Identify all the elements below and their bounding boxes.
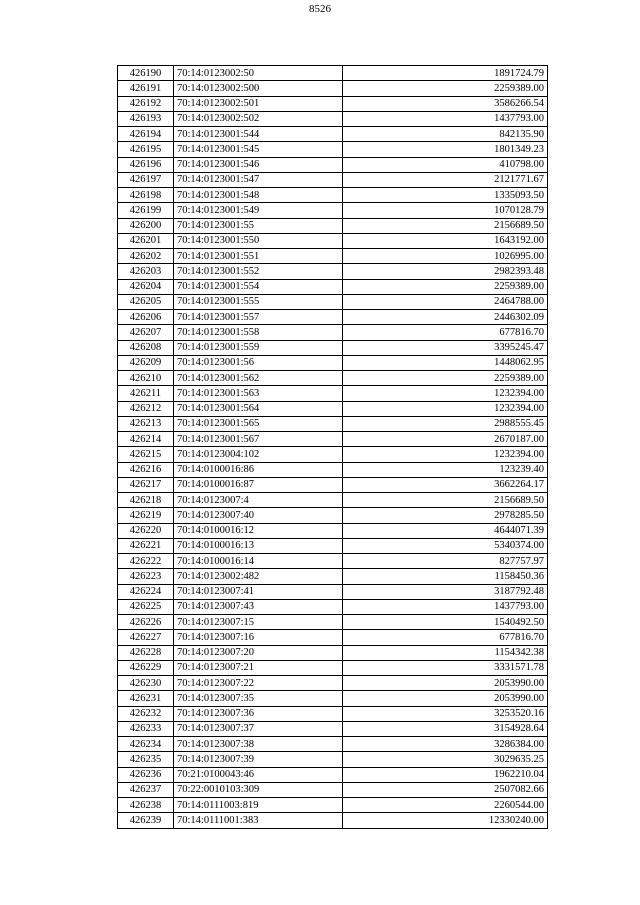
cadastral-number-cell: 70:14:0100016:12 xyxy=(174,523,343,538)
row-number-cell: 426221 xyxy=(118,538,174,553)
row-number-cell: 426238 xyxy=(118,798,174,813)
cadastral-number-cell: 70:14:0123001:549 xyxy=(174,203,343,218)
cadastral-value-cell: 3187792.48 xyxy=(343,584,548,599)
table-body xyxy=(118,66,548,829)
table-row xyxy=(118,310,548,325)
table-row xyxy=(118,493,548,508)
cadastral-number-cell: 70:14:0111001:383 xyxy=(174,813,343,828)
cadastral-number-cell: 70:14:0100016:13 xyxy=(174,538,343,553)
row-number-cell: 426223 xyxy=(118,569,174,584)
row-number-cell: 426204 xyxy=(118,279,174,294)
cadastral-number-cell: 70:14:0123001:555 xyxy=(174,294,343,309)
cadastral-number-cell: 70:14:0123002:50 xyxy=(174,66,343,81)
table-row xyxy=(118,630,548,645)
row-number-cell: 426233 xyxy=(118,721,174,736)
row-number-cell: 426237 xyxy=(118,782,174,797)
row-number-cell: 426195 xyxy=(118,142,174,157)
table-row xyxy=(118,66,548,81)
cadastral-number-cell: 70:14:0123001:545 xyxy=(174,142,343,157)
cadastral-number-cell: 70:14:0123001:558 xyxy=(174,325,343,340)
cadastral-value-cell: 1801349.23 xyxy=(343,142,548,157)
cadastral-value-cell: 1335093.50 xyxy=(343,188,548,203)
row-number-cell: 426235 xyxy=(118,752,174,767)
cadastral-number-cell: 70:14:0123007:43 xyxy=(174,599,343,614)
cadastral-number-cell: 70:14:0123007:40 xyxy=(174,508,343,523)
table-row xyxy=(118,294,548,309)
row-number-cell: 426229 xyxy=(118,660,174,675)
table-row xyxy=(118,157,548,172)
cadastral-number-cell: 70:14:0123001:559 xyxy=(174,340,343,355)
row-number-cell: 426203 xyxy=(118,264,174,279)
cadastral-value-cell: 1232394.00 xyxy=(343,447,548,462)
table-row xyxy=(118,538,548,553)
row-number-cell: 426190 xyxy=(118,66,174,81)
row-number-cell: 426215 xyxy=(118,447,174,462)
cadastral-number-cell: 70:14:0123001:557 xyxy=(174,310,343,325)
table-row xyxy=(118,340,548,355)
cadastral-number-cell: 70:14:0123001:55 xyxy=(174,218,343,233)
row-number-cell: 426222 xyxy=(118,554,174,569)
cadastral-number-cell: 70:14:0123007:21 xyxy=(174,660,343,675)
cadastral-number-cell: 70:14:0123007:16 xyxy=(174,630,343,645)
row-number-cell: 426230 xyxy=(118,676,174,691)
cadastral-number-cell: 70:14:0123007:35 xyxy=(174,691,343,706)
row-number-cell: 426234 xyxy=(118,737,174,752)
table-row xyxy=(118,523,548,538)
cadastral-value-cell: 842135.90 xyxy=(343,127,548,142)
table-row xyxy=(118,279,548,294)
cadastral-number-cell: 70:14:0123001:563 xyxy=(174,386,343,401)
cadastral-value-cell: 1026995.00 xyxy=(343,249,548,264)
row-number-cell: 426205 xyxy=(118,294,174,309)
row-number-cell: 426200 xyxy=(118,218,174,233)
row-number-cell: 426211 xyxy=(118,386,174,401)
cadastral-number-cell: 70:14:0123007:37 xyxy=(174,721,343,736)
row-number-cell: 426207 xyxy=(118,325,174,340)
cadastral-value-cell: 5340374.00 xyxy=(343,538,548,553)
table-row xyxy=(118,706,548,721)
cadastral-number-cell: 70:14:0123001:564 xyxy=(174,401,343,416)
row-number-cell: 426196 xyxy=(118,157,174,172)
table-row xyxy=(118,172,548,187)
row-number-cell: 426210 xyxy=(118,371,174,386)
cadastral-number-cell: 70:14:0123001:565 xyxy=(174,416,343,431)
row-number-cell: 426199 xyxy=(118,203,174,218)
cadastral-value-cell: 2259389.00 xyxy=(343,81,548,96)
table-row xyxy=(118,599,548,614)
cadastral-value-cell: 2670187.00 xyxy=(343,432,548,447)
cadastral-value-cell: 1232394.00 xyxy=(343,401,548,416)
table-row xyxy=(118,645,548,660)
table-row xyxy=(118,371,548,386)
row-number-cell: 426224 xyxy=(118,584,174,599)
cadastral-value-cell: 2446302.09 xyxy=(343,310,548,325)
cadastral-number-cell: 70:14:0123007:4 xyxy=(174,493,343,508)
table-row xyxy=(118,249,548,264)
table-row xyxy=(118,813,548,828)
cadastral-number-cell: 70:14:0123001:567 xyxy=(174,432,343,447)
table-row xyxy=(118,142,548,157)
cadastral-value-cell: 3331571.78 xyxy=(343,660,548,675)
cadastral-value-cell: 12330240.00 xyxy=(343,813,548,828)
cadastral-value-cell: 2121771.67 xyxy=(343,172,548,187)
row-number-cell: 426220 xyxy=(118,523,174,538)
row-number-cell: 426198 xyxy=(118,188,174,203)
cadastral-value-cell: 2988555.45 xyxy=(343,416,548,431)
table-row xyxy=(118,615,548,630)
table-row xyxy=(118,188,548,203)
cadastral-value-cell: 827757.97 xyxy=(343,554,548,569)
cadastral-value-cell: 2053990.00 xyxy=(343,691,548,706)
cadastral-number-cell: 70:14:0123001:544 xyxy=(174,127,343,142)
row-number-cell: 426214 xyxy=(118,432,174,447)
cadastral-number-cell: 70:22:0010103:309 xyxy=(174,782,343,797)
row-number-cell: 426225 xyxy=(118,599,174,614)
table-row xyxy=(118,447,548,462)
cadastral-number-cell: 70:14:0123007:22 xyxy=(174,676,343,691)
row-number-cell: 426212 xyxy=(118,401,174,416)
cadastral-value-cell: 2259389.00 xyxy=(343,279,548,294)
cadastral-value-cell: 1437793.00 xyxy=(343,599,548,614)
table-row xyxy=(118,737,548,752)
row-number-cell: 426218 xyxy=(118,493,174,508)
cadastral-number-cell: 70:14:0123007:41 xyxy=(174,584,343,599)
table-row xyxy=(118,584,548,599)
row-number-cell: 426213 xyxy=(118,416,174,431)
cadastral-value-cell: 1154342.38 xyxy=(343,645,548,660)
cadastral-number-cell: 70:14:0123007:15 xyxy=(174,615,343,630)
row-number-cell: 426208 xyxy=(118,340,174,355)
table-row xyxy=(118,752,548,767)
cadastral-value-cell: 1891724.79 xyxy=(343,66,548,81)
cadastral-number-cell: 70:14:0123007:38 xyxy=(174,737,343,752)
table-row xyxy=(118,355,548,370)
cadastral-value-cell: 1540492.50 xyxy=(343,615,548,630)
row-number-cell: 426192 xyxy=(118,96,174,111)
table-row xyxy=(118,798,548,813)
cadastral-value-cell: 3586266.54 xyxy=(343,96,548,111)
row-number-cell: 426191 xyxy=(118,81,174,96)
row-number-cell: 426236 xyxy=(118,767,174,782)
table-row xyxy=(118,386,548,401)
cadastral-number-cell: 70:14:0123002:502 xyxy=(174,111,343,126)
table-row xyxy=(118,462,548,477)
row-number-cell: 426227 xyxy=(118,630,174,645)
table-row xyxy=(118,660,548,675)
cadastral-number-cell: 70:14:0123001:56 xyxy=(174,355,343,370)
table-row xyxy=(118,111,548,126)
table-row xyxy=(118,676,548,691)
cadastral-value-cell: 123239.40 xyxy=(343,462,548,477)
cadastral-value-cell: 1448062.95 xyxy=(343,355,548,370)
row-number-cell: 426239 xyxy=(118,813,174,828)
cadastral-number-cell: 70:14:0123007:20 xyxy=(174,645,343,660)
cadastral-number-cell: 70:14:0123002:501 xyxy=(174,96,343,111)
row-number-cell: 426232 xyxy=(118,706,174,721)
cadastral-value-cell: 3662264.17 xyxy=(343,477,548,492)
row-number-cell: 426197 xyxy=(118,172,174,187)
cadastral-number-cell: 70:14:0123002:500 xyxy=(174,81,343,96)
cadastral-value-cell: 2464788.00 xyxy=(343,294,548,309)
cadastral-number-cell: 70:14:0123002:482 xyxy=(174,569,343,584)
cadastral-number-cell: 70:14:0123007:39 xyxy=(174,752,343,767)
table-row xyxy=(118,569,548,584)
cadastral-value-cell: 1643192.00 xyxy=(343,233,548,248)
table-row xyxy=(118,401,548,416)
row-number-cell: 426194 xyxy=(118,127,174,142)
row-number-cell: 426201 xyxy=(118,233,174,248)
cadastral-number-cell: 70:14:0123001:562 xyxy=(174,371,343,386)
table-row xyxy=(118,432,548,447)
table-row xyxy=(118,782,548,797)
cadastral-value-cell: 4644071.39 xyxy=(343,523,548,538)
table-row xyxy=(118,691,548,706)
row-number-cell: 426209 xyxy=(118,355,174,370)
table-row xyxy=(118,233,548,248)
cadastral-value-cell: 2156689.50 xyxy=(343,493,548,508)
table-row xyxy=(118,477,548,492)
cadastral-number-cell: 70:14:0100016:14 xyxy=(174,554,343,569)
cadastral-value-cell: 3395245.47 xyxy=(343,340,548,355)
cadastral-value-cell: 1437793.00 xyxy=(343,111,548,126)
table-row xyxy=(118,767,548,782)
cadastral-value-cell: 1232394.00 xyxy=(343,386,548,401)
cadastral-number-cell: 70:14:0123001:554 xyxy=(174,279,343,294)
cadastral-value-cell: 1070128.79 xyxy=(343,203,548,218)
row-number-cell: 426202 xyxy=(118,249,174,264)
cadastral-value-cell: 1158450.36 xyxy=(343,569,548,584)
table-row xyxy=(118,81,548,96)
row-number-cell: 426219 xyxy=(118,508,174,523)
cadastral-value-cell: 2260544.00 xyxy=(343,798,548,813)
cadastral-value-cell: 2982393.48 xyxy=(343,264,548,279)
table-row xyxy=(118,508,548,523)
row-number-cell: 426216 xyxy=(118,462,174,477)
cadastral-number-cell: 70:14:0123001:548 xyxy=(174,188,343,203)
row-number-cell: 426193 xyxy=(118,111,174,126)
table-row xyxy=(118,416,548,431)
cadastral-value-cell: 3286384.00 xyxy=(343,737,548,752)
table-row xyxy=(118,218,548,233)
table-row xyxy=(118,554,548,569)
table-row xyxy=(118,96,548,111)
cadastral-value-cell: 677816.70 xyxy=(343,630,548,645)
cadastral-number-cell: 70:14:0123001:546 xyxy=(174,157,343,172)
cadastral-number-cell: 70:14:0123001:551 xyxy=(174,249,343,264)
row-number-cell: 426228 xyxy=(118,645,174,660)
cadastral-number-cell: 70:14:0123007:36 xyxy=(174,706,343,721)
page-number: 8526 xyxy=(309,3,331,15)
cadastral-number-cell: 70:14:0123001:550 xyxy=(174,233,343,248)
cadastral-number-cell: 70:14:0123004:102 xyxy=(174,447,343,462)
cadastral-number-cell: 70:14:0100016:86 xyxy=(174,462,343,477)
table-row xyxy=(118,325,548,340)
table-row xyxy=(118,127,548,142)
cadastral-number-cell: 70:14:0123001:547 xyxy=(174,172,343,187)
cadastral-value-cell: 3154928.64 xyxy=(343,721,548,736)
cadastral-value-cell: 677816.70 xyxy=(343,325,548,340)
cadastral-number-cell: 70:14:0111003:819 xyxy=(174,798,343,813)
table-row xyxy=(118,203,548,218)
table-row xyxy=(118,264,548,279)
cadastral-value-cell: 2156689.50 xyxy=(343,218,548,233)
cadastral-value-cell: 3253520.16 xyxy=(343,706,548,721)
cadastral-number-cell: 70:14:0123001:552 xyxy=(174,264,343,279)
cadastral-value-cell: 2053990.00 xyxy=(343,676,548,691)
table-row xyxy=(118,721,548,736)
cadastral-number-cell: 70:14:0100016:87 xyxy=(174,477,343,492)
cadastral-value-cell: 2259389.00 xyxy=(343,371,548,386)
row-number-cell: 426206 xyxy=(118,310,174,325)
row-number-cell: 426231 xyxy=(118,691,174,706)
row-number-cell: 426226 xyxy=(118,615,174,630)
cadastral-value-cell: 1962210.04 xyxy=(343,767,548,782)
cadastral-value-table xyxy=(117,65,548,829)
row-number-cell: 426217 xyxy=(118,477,174,492)
cadastral-value-cell: 2978285.50 xyxy=(343,508,548,523)
cadastral-value-cell: 2507082.66 xyxy=(343,782,548,797)
cadastral-number-cell: 70:21:0100043:46 xyxy=(174,767,343,782)
cadastral-value-cell: 3029635.25 xyxy=(343,752,548,767)
cadastral-value-cell: 410798.00 xyxy=(343,157,548,172)
